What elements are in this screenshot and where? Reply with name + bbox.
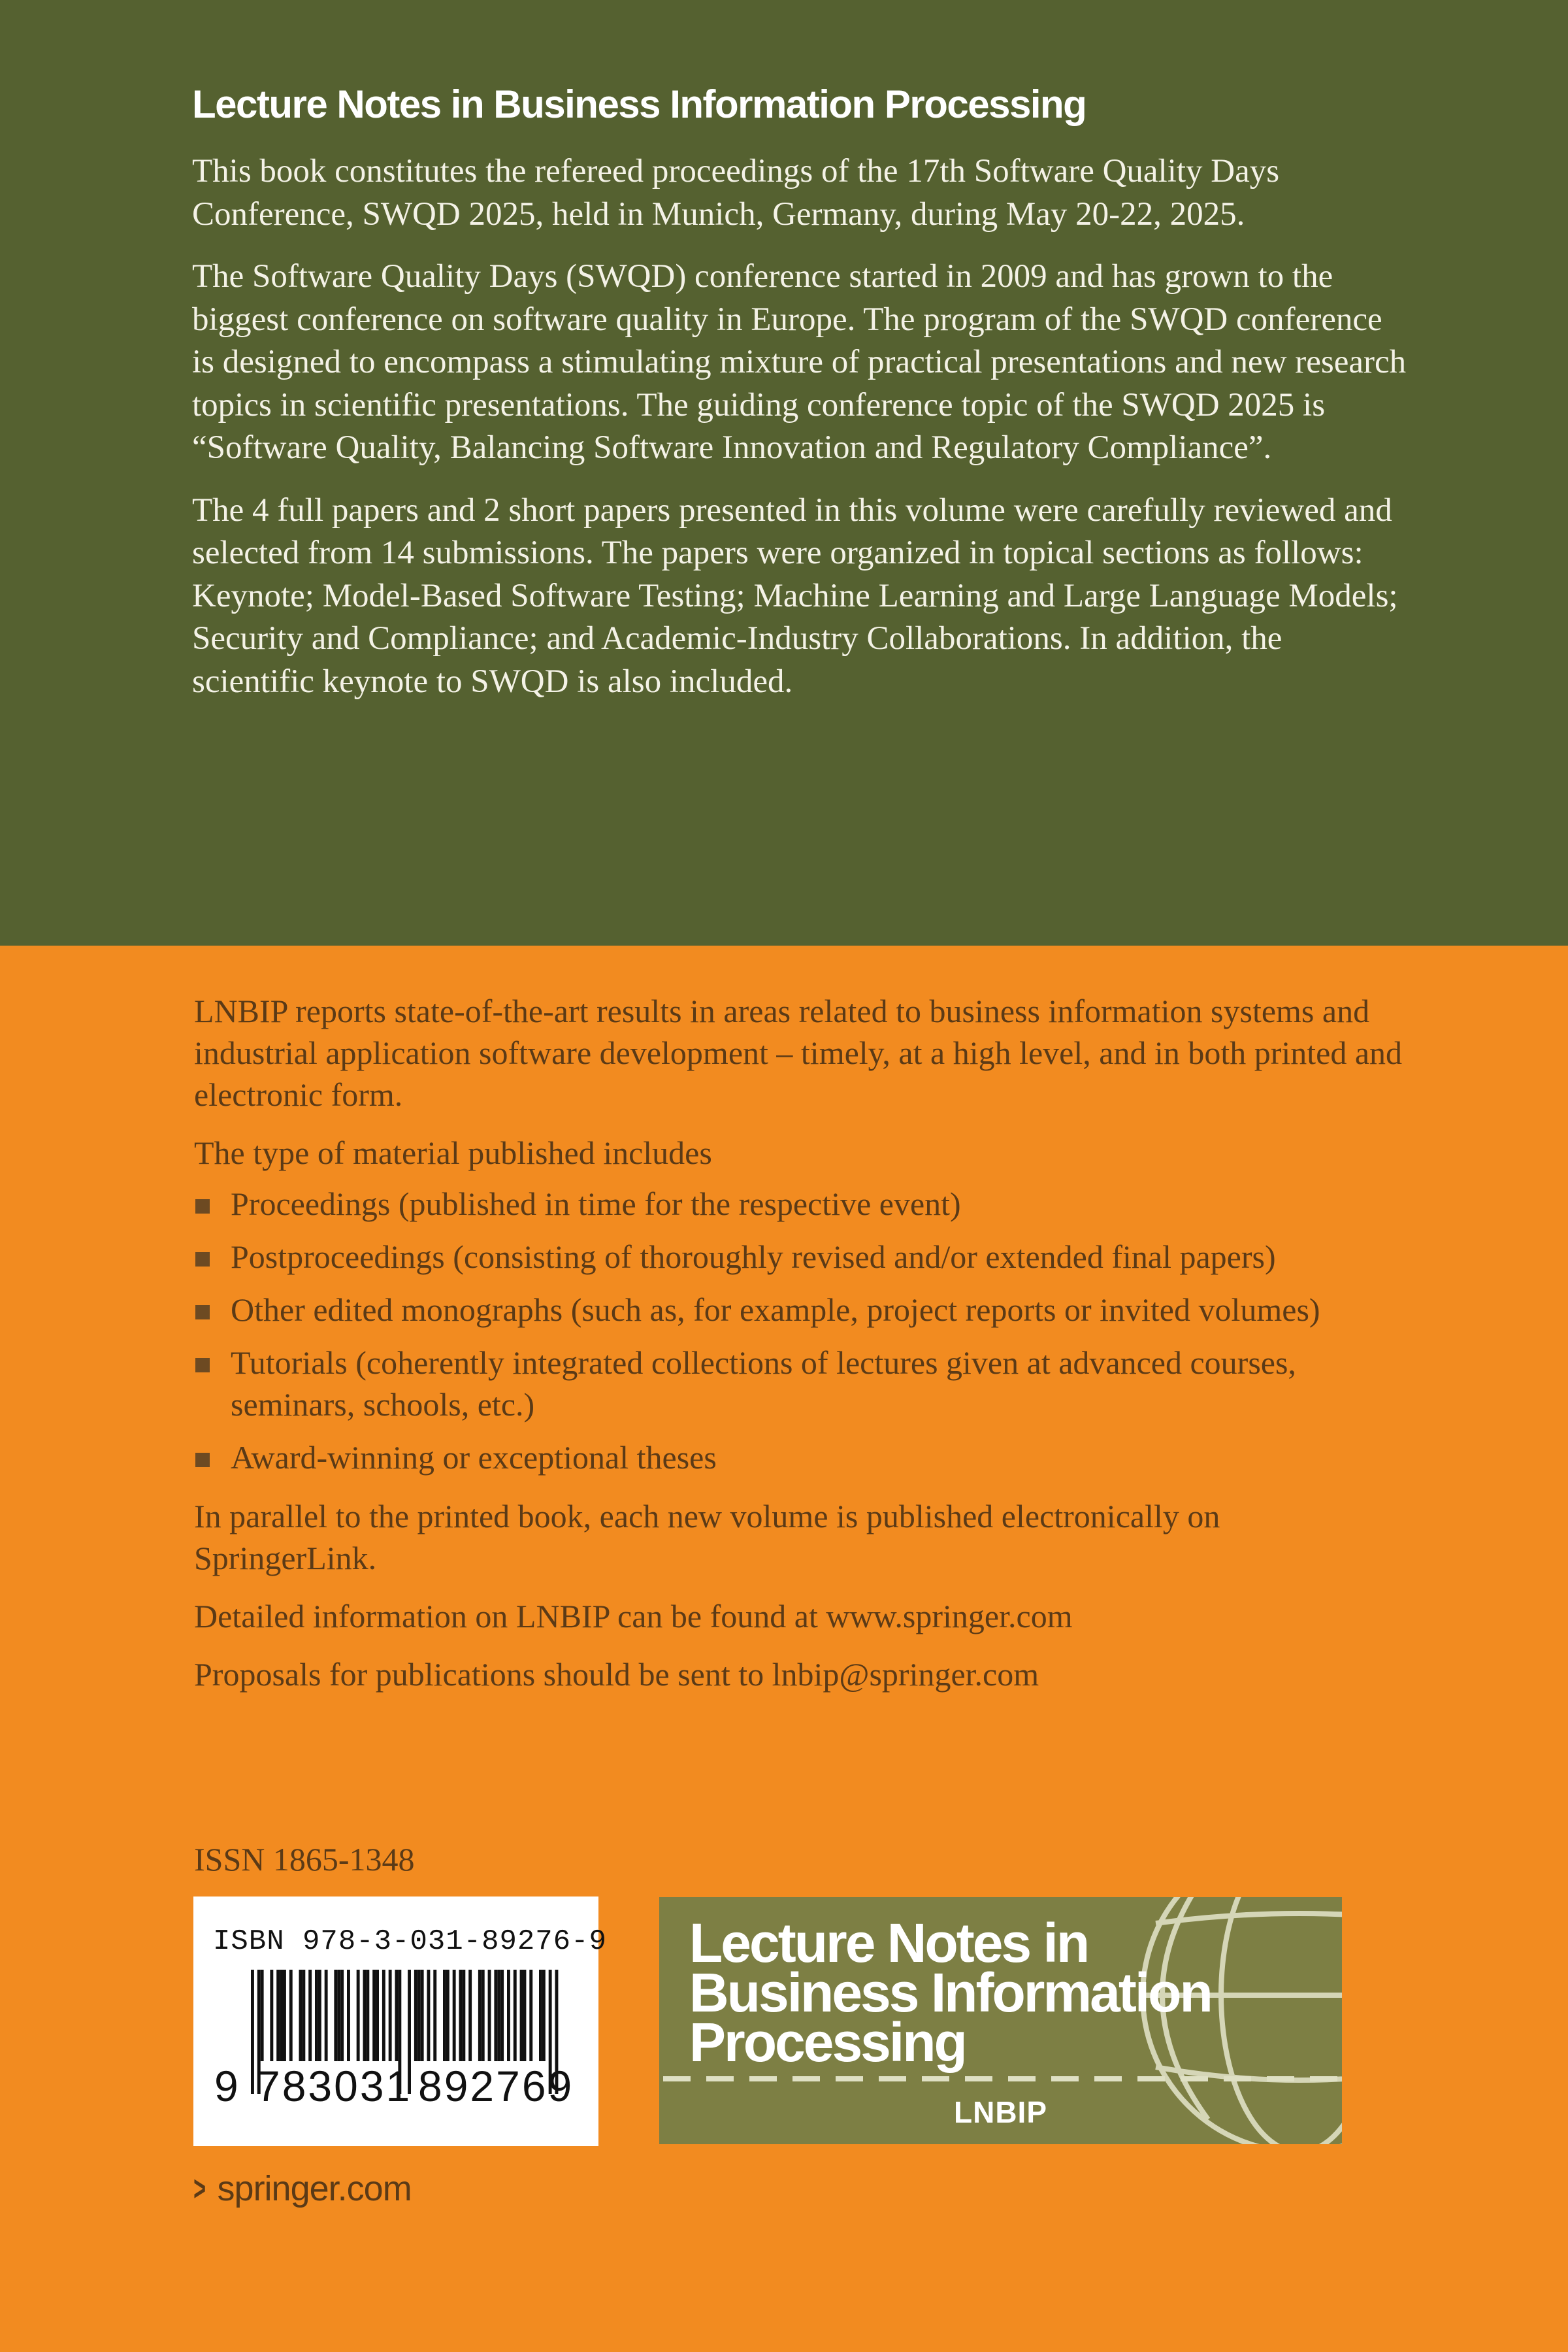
isbn-barcode <box>193 1897 607 2146</box>
square-bullet-icon <box>195 1453 210 1467</box>
barcode-bar <box>318 1970 321 2061</box>
barcode-bar <box>421 1970 424 2061</box>
list-item-text: Proceedings (published in time for the respective event) <box>231 1185 961 1222</box>
barcode-bar <box>315 1970 318 2061</box>
square-bullet-icon <box>195 1199 210 1214</box>
barcode-bar <box>433 1970 436 2061</box>
barcode-bar <box>363 1970 367 2061</box>
barcode-bar <box>376 1970 379 2061</box>
list-item-text: Other edited monographs (such as, for example, project reports or invited volumes) <box>231 1291 1320 1328</box>
barcode-bar <box>382 1970 385 2061</box>
barcode-bar <box>497 1970 500 2061</box>
barcode-bar <box>494 1970 497 2061</box>
barcode-bar <box>478 1970 482 2061</box>
barcode-bar <box>334 1970 337 2061</box>
series-intro: LNBIP reports state-of-the-art results in areas related to business information systems and industrial application software development – timely, at a high level, and in both printed and electronic form. <box>194 993 1403 1113</box>
barcode-bar <box>337 1970 340 2061</box>
barcode-bar <box>529 1970 532 2061</box>
barcode-bar <box>507 1970 510 2061</box>
logo-abbreviation: LNBIP <box>954 2095 1047 2129</box>
list-item <box>194 1342 1409 1425</box>
barcode-bar <box>468 1970 472 2061</box>
barcode-first-digit: 9 <box>214 2062 240 2110</box>
barcode-bar <box>366 1970 369 2061</box>
issn: ISSN 1865-1348 <box>194 1841 415 1878</box>
barcode-bar <box>308 1970 312 2061</box>
barcode-bar <box>446 1970 449 2061</box>
barcode-bar <box>520 1970 523 2061</box>
list-item <box>194 1183 1409 1225</box>
barcode-left-digits: 783031 <box>256 2062 412 2110</box>
springer-link[interactable] <box>189 2168 412 2209</box>
barcode-bar <box>389 1970 392 2061</box>
chevron-right-icon: > <box>193 2169 206 2208</box>
square-bullet-icon <box>195 1358 210 1372</box>
series-info <box>194 990 1409 1712</box>
logo-line: Lecture Notes in <box>689 1912 1088 1974</box>
list-item-text: Tutorials (coherently integrated collections of lectures given at advanced courses, seminars, schools, etc.) <box>231 1344 1296 1423</box>
barcode-bar <box>488 1970 491 2061</box>
barcode-bar <box>523 1970 527 2061</box>
material-heading: The type of material published includes <box>194 1135 712 1171</box>
list-item-text: Award-winning or exceptional theses <box>231 1439 717 1476</box>
barcode-bar <box>340 1970 344 2061</box>
isbn-label: ISBN 978-3-031-89276-9 <box>213 1925 607 1958</box>
barcode-bar <box>289 1970 293 2061</box>
barcode-bar <box>280 1970 283 2061</box>
material-list <box>194 1183 1409 1478</box>
barcode-bar <box>276 1970 280 2061</box>
barcode-bar <box>462 1970 465 2061</box>
details-note: Detailed information on LNBIP can be found at www.springer.com <box>194 1598 1073 1634</box>
barcode-bar <box>417 1970 421 2061</box>
barcode-bar <box>539 1970 542 2061</box>
barcode-bar <box>299 1970 302 2061</box>
list-item <box>194 1289 1409 1331</box>
barcode-bar <box>443 1970 446 2061</box>
barcode-bar <box>357 1970 360 2061</box>
list-item-text: Postproceedings (consisting of thoroughly revised and/or extended final papers) <box>231 1238 1276 1275</box>
proposals-note: Proposals for publications should be sent to lnbip@springer.com <box>194 1656 1039 1693</box>
logo-line: Processing <box>689 2012 966 2073</box>
barcode-bar <box>325 1970 328 2061</box>
barcode-bar <box>482 1970 485 2061</box>
square-bullet-icon <box>195 1252 210 1267</box>
list-item <box>194 1436 1409 1478</box>
electronic-note: In parallel to the printed book, each new volume is published electronically on SpringerLink. <box>194 1498 1220 1576</box>
barcode-bar <box>251 1970 254 2094</box>
series-heading: Lecture Notes in Business Information Processing <box>192 82 1086 126</box>
barcode-right-digits: 892769 <box>418 2062 574 2110</box>
description-paragraph: The Software Quality Days (SWQD) conference started in 2009 and has grown to the biggest conference on software quality in Europe. The program of the SWQD conference is designed to encompass a stimulating mixture of practical presentations and new research topics in scientific presentations. The guiding conference topic of the SWQD 2025 is “Software Quality, Balancing Software Innovation and Regulatory Compliance”. <box>192 258 1407 466</box>
barcode-bar <box>302 1970 305 2061</box>
barcode-bar <box>414 1970 417 2061</box>
square-bullet-icon <box>195 1305 210 1319</box>
series-logo <box>659 1897 1342 2144</box>
barcode-bar <box>372 1970 376 2061</box>
barcode-bar <box>427 1970 431 2061</box>
barcode-bar <box>453 1970 456 2061</box>
barcode-bar <box>261 1970 264 2061</box>
description-paragraph: The 4 full papers and 2 short papers presented in this volume were carefully reviewed and selected from 14 submissions. The papers were organized in topical sections as follows: Keynote; Model-Based Software Testing; Machine Learning and Large Language Models; Security and Compliance; and Academic-Industry Collaborations. In addition, the scientific keynote to SWQD is also included. <box>192 491 1398 700</box>
barcode-bar <box>347 1970 350 2061</box>
logo-line: Business Information <box>689 1962 1211 2023</box>
list-item <box>194 1236 1409 1278</box>
book-description <box>192 150 1407 723</box>
springer-link-text: springer.com <box>217 2169 412 2208</box>
barcode-bar <box>283 1970 286 2061</box>
barcode-bar <box>459 1970 463 2061</box>
barcode-bar <box>270 1970 273 2061</box>
barcode-bar <box>542 1970 546 2061</box>
barcode-bar <box>514 1970 517 2061</box>
barcode-bar <box>395 1970 399 2061</box>
description-paragraph: This book constitutes the refereed proceedings of the 17th Software Quality Days Conference, SWQD 2025, held in Munich, Germany, during May 20-22, 2025. <box>192 153 1280 233</box>
barcode-bar <box>500 1970 504 2061</box>
